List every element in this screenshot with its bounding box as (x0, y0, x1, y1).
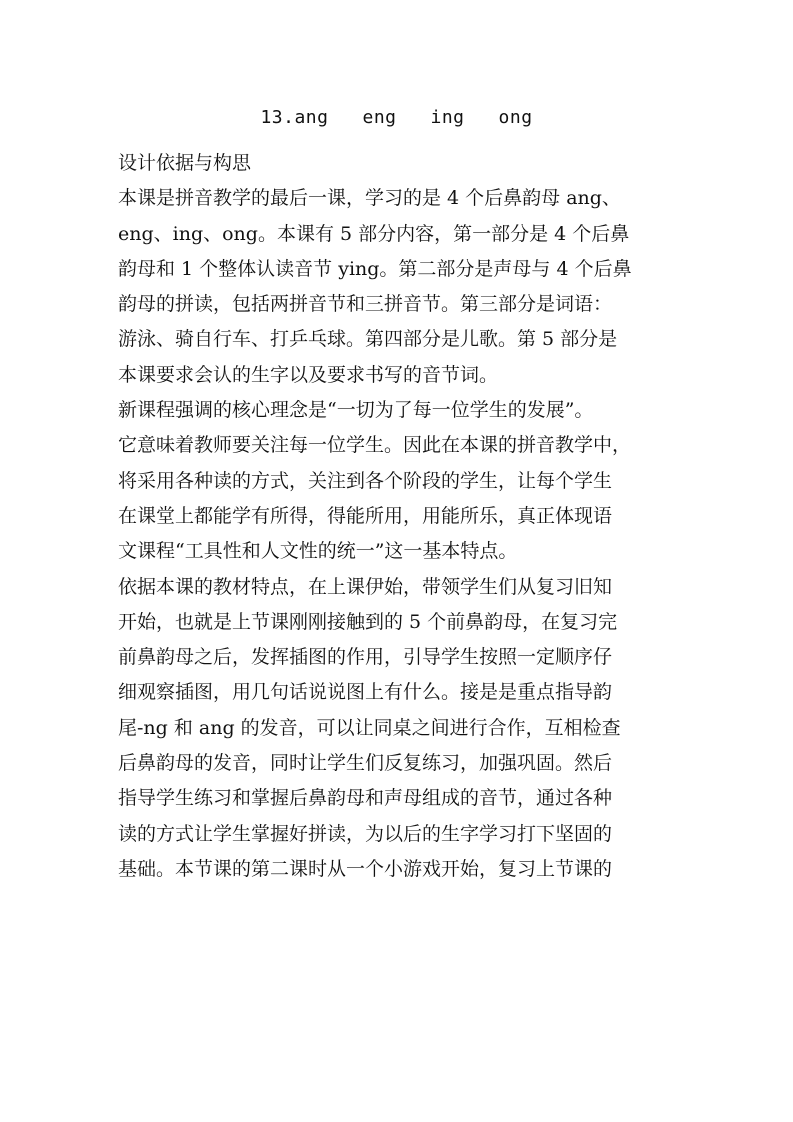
text-line: 新课程强调的核心理念是“一切为了每一位学生的发展”。 (118, 399, 594, 422)
section-heading: 设计依据与构思 (118, 152, 252, 174)
text-line: 本课是拼音教学的最后一课，学习的是 4 个后鼻韵母 ang、 (118, 187, 621, 210)
document-body (118, 146, 688, 887)
text-line: 韵母和 1 个整体认读音节 ying。第二部分是声母与 4 个后鼻 (118, 257, 632, 280)
text-line: 指导学生练习和掌握后鼻韵母和声母组成的音节，通过各种 (118, 787, 613, 810)
text-line: 依据本课的教材特点，在上课伊始，带领学生们从复习旧知 (118, 575, 613, 598)
text-line: 它意味着教师要关注每一位学生。因此在本课的拼音教学中， (118, 434, 632, 457)
text-line: 本课要求会认的生字以及要求书写的音节词。 (118, 363, 499, 386)
text-line: 基础。本节课的第二课时从一个小游戏开始，复习上节课的 (118, 857, 613, 880)
lesson-title: 13.ang eng ing ong (260, 107, 533, 128)
text-line: 尾-ng 和 ang 的发音，可以让同桌之间进行合作，互相检查 (118, 716, 621, 739)
text-line: 在课堂上都能学有所得，得能所用，用能所乐，真正体现语 (118, 504, 613, 527)
text-line: 开始，也就是上节课刚刚接触到的 5 个前鼻韵母，在复习完 (118, 610, 618, 633)
text-line: 细观察插图，用几句话说说图上有什么。接是是重点指导韵 (118, 681, 613, 704)
text-line: 前鼻韵母之后，发挥插图的作用，引导学生按照一定顺序仔 (118, 646, 613, 669)
text-line: 将采用各种读的方式，关注到各个阶段的学生，让每个学生 (118, 469, 613, 492)
text-line: eng、ing、ong。本课有 5 部分内容，第一部分是 4 个后鼻 (118, 222, 630, 245)
text-line: 文课程“工具性和人文性的统一”这一基本特点。 (118, 540, 518, 563)
text-line: 游泳、骑自行车、打乒乓球。第四部分是儿歌。第 5 部分是 (118, 328, 618, 351)
text-line: 后鼻韵母的发音，同时让学生们反复练习，加强巩固。然后 (118, 752, 613, 775)
text-line: 韵母的拼读，包括两拼音节和三拼音节。第三部分是词语： (118, 293, 613, 316)
text-line: 读的方式让学生掌握好拼读，为以后的生字学习打下坚固的 (118, 822, 613, 845)
